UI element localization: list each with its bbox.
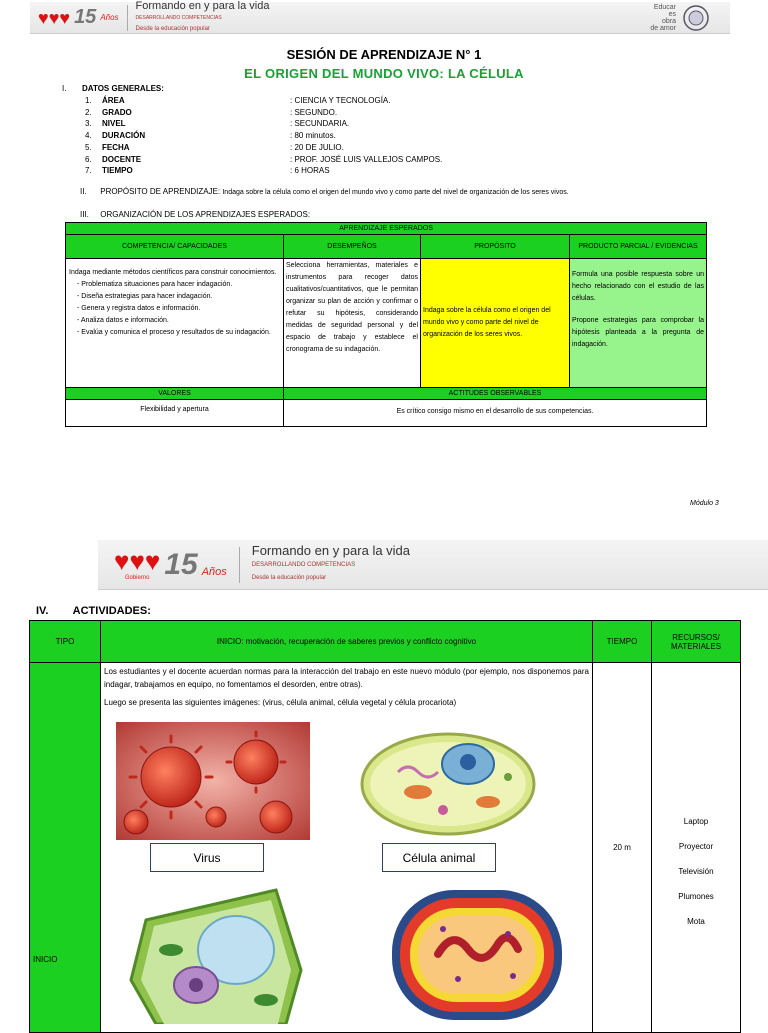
datos-item: 4. DURACIÓN : 80 minutos. [85, 131, 336, 141]
capacidad-item: - Genera y registra datos e información. [77, 305, 201, 312]
actitud-cell: Es crítico consigo mismo en el desarrollo de sus competencias. [284, 400, 707, 427]
anniversary-word: Años [100, 13, 119, 22]
datos-item: 6. DOCENTE : PROF. JOSÉ LUIS VALLEJOS CAMPOS. [85, 154, 443, 164]
slogan-main: Formando en y para la vida [135, 0, 270, 12]
anniversary-number: 15 [74, 6, 97, 28]
header-divider [127, 5, 128, 31]
datos-list [85, 95, 442, 177]
educar-motto: Educar es obra de amor [650, 3, 676, 32]
tipo-cell: INICIO [30, 663, 101, 1033]
anniversary-word: Años [201, 565, 227, 578]
datos-item: 7. TIEMPO : 6 HORAS [85, 166, 330, 176]
slogan-sub2: Desde la educación popular [135, 26, 210, 32]
plant-cell-image [126, 880, 306, 1024]
aprendizaje-title-cell: APRENDIZAJE ESPERADOS [66, 223, 707, 235]
header-recursos: RECURSOS/ MATERIALES [652, 621, 741, 663]
organizacion-heading: III. ORGANIZACIÓN DE LOS APRENDIZAJES ESPERADOS: [80, 210, 311, 219]
actitudes-header: ACTITUDES OBSERVABLES [284, 388, 707, 400]
recursos-cell [652, 663, 741, 1033]
capacidad-item: - Problematiza situaciones para hacer indagación. [77, 281, 233, 288]
tiempo-cell: 20 m [593, 663, 652, 1033]
page-header-banner [30, 2, 730, 34]
aprendizajes-table [65, 222, 707, 427]
datos-item: 1. ÁREA : CIENCIA Y TECNOLOGÍA. [85, 96, 391, 105]
slogan-main: Formando en y para la vida [251, 543, 411, 558]
logo-caption: Gobierno [124, 574, 150, 581]
virus-image [116, 722, 310, 840]
desempenos-cell: Selecciona herramientas, materiales e instrumentos para recoger datos cualitativos/cuantitativos, que le permitan organizar su plan de acción y confirmar o refutar su hipótesis, considerando medidas de seguridad personal y del espacio de trabajo y establece el cronograma de su indagación. [284, 259, 421, 388]
header-proposito: PROPÓSITO [421, 235, 570, 259]
proposito-cell: Indaga sobre la célula como el origen del mundo vivo y como parte del nivel de organización de los seres vivos. [421, 259, 570, 388]
caption-celula-animal: Célula animal [382, 843, 496, 872]
session-title: SESIÓN DE APRENDIZAJE N° 1 [286, 47, 482, 62]
valores-header: VALORES [66, 388, 284, 400]
recurso-item: Mota [687, 917, 705, 926]
header-tipo: TIPO [30, 621, 101, 663]
proposito-label: PROPÓSITO DE APRENDIZAJE: [100, 187, 221, 196]
slogan-sub1: DESARROLLANDO COMPETENCIAS [135, 15, 222, 21]
government-logo [114, 545, 227, 582]
capacidad-item: - Analiza datos e información. [77, 317, 169, 324]
header-competencia: COMPETENCIA/ CAPACIDADES [66, 235, 284, 259]
header-slogan [252, 545, 410, 584]
datos-item: 3. NIVEL : SECUNDARIA. [85, 119, 350, 129]
government-logo [38, 6, 119, 29]
competencia-intro: Indaga mediante métodos científicos para construir conocimientos. [69, 269, 277, 276]
hearts-logo-icon: ♥♥♥ [38, 7, 71, 28]
page2-header-banner [98, 540, 768, 590]
proposito-text: Indaga sobre la célula como el origen del mundo vivo y como parte del nivel de organización de los seres vivos. [222, 189, 569, 196]
header-producto: PRODUCTO PARCIAL / EVIDENCIAS [570, 235, 707, 259]
header-divider [239, 547, 240, 583]
session-subtitle: EL ORIGEN DEL MUNDO VIVO: LA CÉLULA [244, 66, 524, 81]
competencia-cell [66, 259, 284, 388]
producto-cell: Formula una posible respuesta sobre un hecho relacionado con el estudio de las células. Propone estrategias para comprobar la hipótesis planteada a la pregunta de indagación. [570, 259, 707, 388]
actividad-paragraph-1: Los estudiantes y el docente acuerdan normas para la interacción del trabajo en este nuevo módulo (por ejemplo, nos disponemos para indagar, trabajamos en equipo, no fomentamos el desorden, entre otras). [104, 667, 589, 689]
recurso-item: Laptop [683, 817, 709, 826]
slogan-sub1: DESARROLLANDO COMPETENCIAS [251, 562, 356, 568]
header-slogan [136, 1, 270, 34]
valor-cell: Flexibilidad y apertura [66, 400, 284, 427]
prokaryote-cell-image [388, 884, 566, 1024]
datos-item: 2. GRADO : SEGUNDO. [85, 107, 338, 117]
capacidad-item: - Diseña estrategias para hacer indagación. [77, 293, 213, 300]
datos-generales: I. DATOS GENERALES: [62, 84, 164, 93]
recurso-item: Televisión [678, 867, 714, 876]
actividad-paragraph-2: Luego se presenta las siguientes imágenes: (virus, célula animal, célula vegetal y célula procariota) [104, 698, 457, 707]
proposito-line: II. PROPÓSITO DE APRENDIZAJE: Indaga sobre la célula como el origen del mundo vivo y como parte del nivel de organización de los seres vivos. [80, 187, 569, 196]
capacidad-item: - Evalúa y comunica el proceso y resultados de su indagación. [77, 329, 271, 336]
recurso-item: Proyector [678, 842, 714, 851]
slogan-sub2: Desde la educación popular [251, 575, 327, 581]
datos-heading: DATOS GENERALES: [82, 84, 164, 93]
header-desempenos: DESEMPEÑOS [284, 235, 421, 259]
header-tiempo: TIEMPO [593, 621, 652, 663]
anniversary-number: 15 [164, 547, 198, 581]
modulo-label: Módulo 3 [690, 500, 719, 507]
actividades-heading: IV. ACTIVIDADES: [36, 605, 151, 617]
hearts-logo-icon: ♥♥♥ [114, 545, 161, 576]
datos-item: 5. FECHA : 20 DE JULIO. [85, 142, 344, 152]
animal-cell-image [358, 722, 536, 840]
caption-virus: Virus [150, 843, 264, 872]
header-inicio: INICIO: motivación, recuperación de saberes previos y conflicto cognitivo [101, 621, 593, 663]
school-seal-icon [682, 4, 722, 32]
recurso-item: Plumones [678, 892, 714, 901]
